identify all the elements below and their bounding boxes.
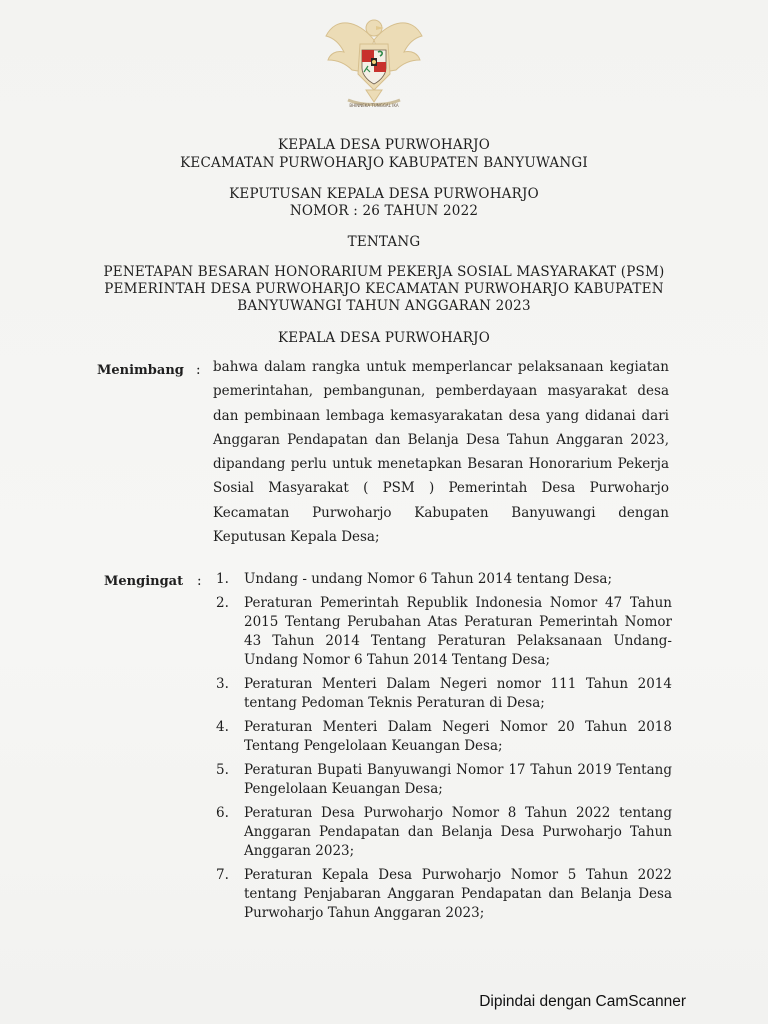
list-item <box>216 804 672 861</box>
menimbang-colon: : <box>196 362 201 378</box>
list-item-number: 3. <box>216 676 229 692</box>
list-item <box>216 866 672 923</box>
list-item-number: 7. <box>216 867 229 883</box>
subject-line-3: BANYUWANGI TAHUN ANGGARAN 2023 <box>237 298 531 314</box>
list-item <box>216 594 672 670</box>
list-item <box>216 675 672 713</box>
about-label: TENTANG <box>347 234 421 250</box>
list-item-text: Peraturan Desa Purwoharjo Nomor 8 Tahun 2022 tentang Anggaran Pendapatan dan Belanja Desa Purwoharjo Tahun Anggaran 2023; <box>244 805 672 859</box>
subject-line-1: PENETAPAN BESARAN HONORARIUM PEKERJA SOSIAL MASYARAKAT (PSM) <box>103 264 665 280</box>
list-item <box>216 570 672 589</box>
authority-title: KEPALA DESA PURWOHARJO <box>277 330 491 346</box>
motto-text: BHINNEKA TUNGGAL IKA <box>349 103 399 108</box>
list-item <box>216 761 672 799</box>
mengingat-label: Mengingat <box>104 574 184 589</box>
decree-number: NOMOR : 26 TAHUN 2022 <box>289 203 479 219</box>
list-item <box>216 718 672 756</box>
header-line-2: KECAMATAN PURWOHARJO KABUPATEN BANYUWANGI <box>180 155 588 171</box>
list-item-number: 5. <box>216 762 229 778</box>
camscanner-watermark: Dipindai dengan CamScanner <box>479 993 686 1010</box>
menimbang-text: bahwa dalam rangka untuk memperlancar pelaksanaan kegiatan pemerintahan, pembangunan, pemberdayaan masyarakat desa dan pembinaan lembaga kemasyarakatan desa yang didanai dari Anggaran Pendapatan dan Belanja Desa Tahun Anggaran 2023, dipandang perlu untuk menetapkan Besaran Honorarium Pekerja Sosial Masyarakat ( PSM ) Pemerintah Desa Purwoharjo Kecamatan Purwoharjo Kabupaten Banyuwangi dengan Keputusan Kepala Desa; <box>213 359 669 546</box>
list-item-number: 2. <box>216 595 229 611</box>
list-item-text: Peraturan Menteri Dalam Negeri nomor 111 Tahun 2014 tentang Pedoman Teknis Peraturan di Desa; <box>244 676 672 711</box>
list-item-text: Peraturan Pemerintah Republik Indonesia Nomor 47 Tahun 2015 Tentang Perubahan Atas Peraturan Pemerintah Nomor 43 Tahun 2014 Tentang Peraturan Pelaksanaan Undang-Undang Nomor 6 Tahun 2014 Tentang Desa; <box>244 595 672 668</box>
list-item-number: 1. <box>216 571 229 587</box>
list-item-text: Undang - undang Nomor 6 Tahun 2014 tentang Desa; <box>244 571 613 587</box>
menimbang-label: Menimbang <box>97 363 184 378</box>
decree-title: KEPUTUSAN KEPALA DESA PURWOHARJO <box>229 186 539 202</box>
mengingat-list <box>216 570 672 928</box>
list-item-number: 6. <box>216 805 229 821</box>
mengingat-colon: : <box>197 573 202 589</box>
garuda-pancasila-emblem <box>318 10 430 110</box>
list-item-number: 4. <box>216 719 229 735</box>
header-line-1: KEPALA DESA PURWOHARJO <box>277 137 491 153</box>
list-item-text: Peraturan Menteri Dalam Negeri Nomor 20 Tahun 2018 Tentang Pengelolaan Keuangan Desa; <box>244 719 672 754</box>
subject-line-2: PEMERINTAH DESA PURWOHARJO KECAMATAN PURWOHARJO KABUPATEN <box>104 281 664 297</box>
list-item-text: Peraturan Bupati Banyuwangi Nomor 17 Tahun 2019 Tentang Pengelolaan Keuangan Desa; <box>244 762 672 797</box>
list-item-text: Peraturan Kepala Desa Purwoharjo Nomor 5 Tahun 2022 tentang Penjabaran Anggaran Pendapatan dan Belanja Desa Purwoharjo Tahun Anggaran 2023; <box>244 867 672 921</box>
